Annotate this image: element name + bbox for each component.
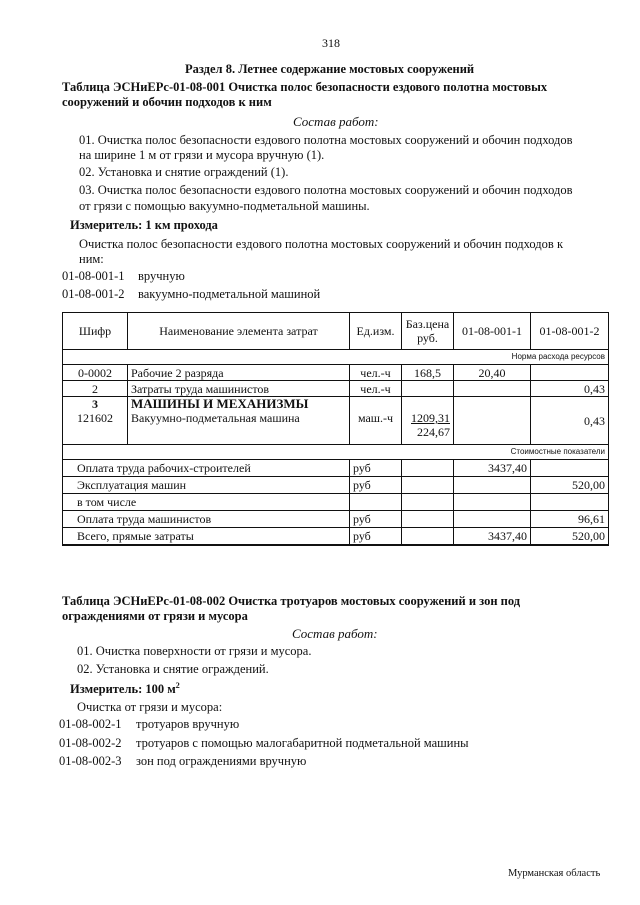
- table2-work-1: 01. Очистка поверхности от грязи и мусора.: [77, 644, 312, 658]
- table2-meter-sup: 2: [175, 681, 180, 690]
- total-0-price: [402, 460, 454, 477]
- header-col2: 01-08-001-2: [531, 313, 609, 350]
- total-4-name: Всего, прямые затраты: [63, 528, 350, 545]
- total-3-v2: 96,61: [531, 511, 609, 528]
- machine-unit: маш.-ч: [350, 397, 402, 445]
- table-row: [63, 511, 609, 528]
- table1-variant-2-text: вакуумно-подметальной машиной: [138, 287, 321, 301]
- worker-unit: чел.-ч: [350, 365, 402, 381]
- total-0-v1: 3437,40: [454, 460, 531, 477]
- drivers-price: [402, 381, 454, 397]
- total-4-price: [402, 528, 454, 545]
- machine-v1: [454, 397, 531, 445]
- table-header-row: [63, 313, 609, 350]
- drivers-v1: [454, 381, 531, 397]
- table1-work-2: 02. Установка и снятие ограждений (1).: [79, 165, 289, 179]
- table-row: [63, 528, 609, 545]
- total-0-v2: [531, 460, 609, 477]
- total-2-name: в том числе: [63, 494, 350, 511]
- total-2-unit: [350, 494, 402, 511]
- header-col1: 01-08-001-1: [454, 313, 531, 350]
- table2-meter-text: Измеритель: 100 м: [70, 682, 176, 697]
- total-2-v2: [531, 494, 609, 511]
- page-number: 318: [322, 36, 340, 50]
- total-3-name: Оплата труда машинистов: [63, 511, 350, 528]
- table2-title-line2: ограждениями от грязи и мусора: [62, 609, 248, 623]
- table2-variant-1-code: 01-08-002-1: [59, 717, 122, 731]
- table2-composition-label: Состав работ:: [292, 626, 378, 641]
- machines-head-name: МАШИНЫ И МЕХАНИЗМЫ: [131, 396, 309, 411]
- total-0-unit: руб: [350, 460, 402, 477]
- drivers-name: Затраты труда машинистов: [128, 381, 350, 397]
- table1-variant-1-text: вручную: [138, 269, 185, 283]
- total-2-price: [402, 494, 454, 511]
- table1-work-3b: от грязи с помощью вакуумно-подметальной машины.: [79, 199, 370, 213]
- table2-title-line1: Таблица ЭСНиЕРс-01-08-002 Очистка тротуаров мостовых сооружений и зон под: [62, 594, 521, 608]
- worker-code: 0-0002: [63, 365, 128, 381]
- drivers-v2: 0,43: [531, 381, 609, 397]
- table1-work-3a: 03. Очистка полос безопасности ездового полотна мостовых сооружений и обочин подходов: [79, 183, 573, 197]
- machine-code: 121602: [77, 411, 113, 425]
- table2-variant-2-code: 01-08-002-2: [59, 736, 122, 750]
- table2-variant-2-text: тротуаров с помощью малогабаритной подметальной машины: [136, 736, 469, 750]
- worker-v2: [531, 365, 609, 381]
- footer-region: Мурманская область: [508, 868, 601, 879]
- machine-v2: 0,43: [531, 397, 609, 445]
- total-3-v1: [454, 511, 531, 528]
- machine-price-cell: [402, 397, 454, 445]
- norm-label: Норма расхода ресурсов: [63, 350, 609, 365]
- drivers-unit: чел.-ч: [350, 381, 402, 397]
- header-price: Баз.цена руб.: [402, 313, 454, 350]
- total-1-unit: руб: [350, 477, 402, 494]
- total-3-unit: руб: [350, 511, 402, 528]
- table-row: [63, 397, 609, 445]
- table1-desc-line1: Очистка полос безопасности ездового полотна мостовых сооружений и обочин подходов к: [79, 237, 564, 251]
- drivers-code: 2: [63, 381, 128, 397]
- table1-variant-2-code: 01-08-001-2: [62, 287, 125, 301]
- table1-work-1b: на ширине 1 м от грязи и мусора вручную (1).: [79, 148, 325, 162]
- table1-variant-1-code: 01-08-001-1: [62, 269, 125, 283]
- header-name: Наименование элемента затрат: [128, 313, 350, 350]
- machine-price-1: 1209,31: [411, 411, 450, 425]
- machine-price-2: 224,67: [417, 425, 450, 439]
- table1-desc-line2: ним:: [79, 252, 104, 266]
- total-2-v1: [454, 494, 531, 511]
- cost-label: Стоимостные показатели: [63, 445, 609, 460]
- total-1-price: [402, 477, 454, 494]
- total-3-price: [402, 511, 454, 528]
- total-4-unit: руб: [350, 528, 402, 545]
- machines-cell-code: [63, 397, 128, 445]
- norm-row: [63, 350, 609, 365]
- total-0-name: Оплата труда рабочих-строителей: [63, 460, 350, 477]
- machines-cell-name: [128, 397, 350, 445]
- table2-work-2: 02. Установка и снятие ограждений.: [77, 662, 269, 676]
- total-4-v1: 3437,40: [454, 528, 531, 545]
- table-row: [63, 477, 609, 494]
- total-1-v2: 520,00: [531, 477, 609, 494]
- section-title: Раздел 8. Летнее содержание мостовых сооружений: [185, 62, 475, 76]
- machine-name: Вакуумно-подметальная машина: [131, 411, 300, 425]
- table2-variant-3-text: зон под ограждениями вручную: [136, 754, 307, 768]
- table-row: [63, 365, 609, 381]
- worker-v1: 20,40: [454, 365, 531, 381]
- machines-head-code: 3: [92, 397, 98, 411]
- cost-table: [62, 312, 609, 546]
- worker-name: Рабочие 2 разряда: [128, 365, 350, 381]
- table-row: [63, 381, 609, 397]
- table-row: [63, 460, 609, 477]
- header-code: Шифр: [63, 313, 128, 350]
- total-4-v2: 520,00: [531, 528, 609, 545]
- cost-row: [63, 445, 609, 460]
- table-row: [63, 494, 609, 511]
- table1-title-line2: сооружений и обочин подходов к ним: [62, 95, 272, 109]
- table1-work-1a: 01. Очистка полос безопасности ездового полотна мостовых сооружений и обочин подходов: [79, 133, 573, 147]
- total-1-name: Эксплуатация машин: [63, 477, 350, 494]
- table2-meter: [70, 681, 180, 697]
- table1-meter: Измеритель: 1 км прохода: [70, 218, 218, 232]
- worker-price: 168,5: [402, 365, 454, 381]
- table1-title-line1: Таблица ЭСНиЕРс-01-08-001 Очистка полос безопасности ездового полотна мостовых: [62, 80, 548, 94]
- total-1-v1: [454, 477, 531, 494]
- table2-variant-1-text: тротуаров вручную: [136, 717, 240, 731]
- table2-variant-3-code: 01-08-002-3: [59, 754, 122, 768]
- table2-desc: Очистка от грязи и мусора:: [77, 700, 223, 714]
- table1-composition-label: Состав работ:: [293, 114, 379, 129]
- header-unit: Ед.изм.: [350, 313, 402, 350]
